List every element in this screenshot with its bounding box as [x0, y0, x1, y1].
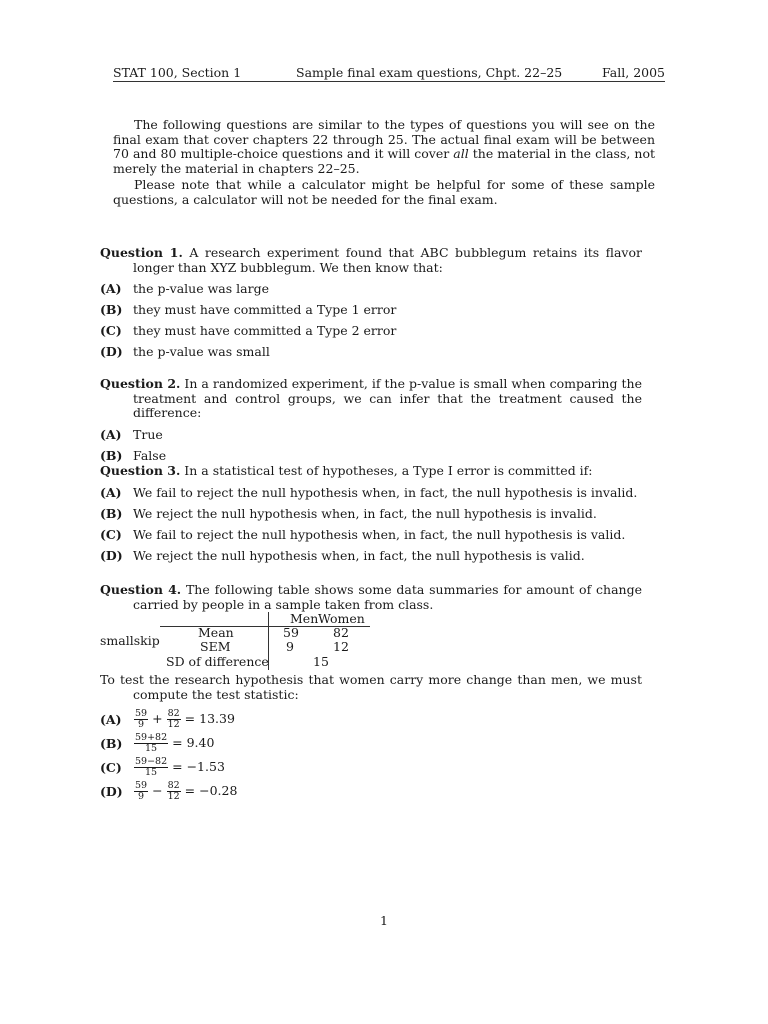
formula-4b: $\frac{59+82}{15}$ = 9.40 [135, 732, 215, 754]
question-1 [100, 246, 642, 366]
question-3-stem: Question 3. In a statistical test of hypotheses, a Type I error is committed if: [100, 463, 593, 478]
question-4-choices [100, 708, 642, 809]
formula-4c: $\frac{59-82}{15}$ = −1.53 [135, 756, 225, 778]
question-4-label: Question 4. [100, 582, 182, 597]
fraction: $\frac{59+82}{15}$ [135, 732, 168, 754]
choice-1d: (D) the p-value was small [100, 344, 270, 359]
running-header [113, 66, 665, 82]
question-3-choices [100, 486, 642, 570]
intro-section [113, 118, 655, 207]
choice-3c: (C) We fail to reject the null hypothesis when, in fact, the null hypothesis is valid. [100, 526, 626, 542]
row-label-sd-difference: SD of difference [166, 654, 269, 669]
cell-sd-difference: 15 [313, 654, 329, 669]
fraction: $\frac{82}{12}$ [167, 780, 180, 802]
row-label-sem: SEM [200, 639, 231, 654]
choice-4d: (D) $\frac{59}{9}$ − $\frac{82}{12}$ = −0.28 [100, 785, 642, 809]
fraction: $\frac{59}{9}$ [135, 780, 148, 802]
question-1-choices [100, 282, 642, 366]
course-title: STAT 100, Section 1 [113, 65, 242, 80]
document-title: Sample final exam questions, Chpt. 22–25 [296, 65, 563, 80]
page-number: 1 [380, 913, 388, 928]
question-1-stem: Question 1. A research experiment found that ABC bubblegum retains its flavor longer than XYZ bubblegum. We then know that: [100, 245, 642, 275]
question-3 [100, 464, 642, 570]
emphasis-all: all [453, 146, 469, 161]
row-group-label: smallskip [100, 633, 160, 648]
choice-4a: (A) $\frac{59}{9}$ + $\frac{82}{12}$ = 13.39 [100, 713, 642, 737]
column-header-women: Women [318, 611, 365, 626]
cell-sem-men: 9 [286, 639, 294, 654]
data-table [100, 612, 380, 672]
question-2-label: Question 2. [100, 376, 181, 391]
cell-mean-men: 59 [283, 625, 299, 640]
question-4-stem: Question 4. The following table shows some data summaries for amount of change carried by people in a sample taken from class. [100, 582, 642, 612]
question-4-instruction: To test the research hypothesis that women carry more change than men, we must compute the test statistic: [100, 672, 642, 702]
choice-1a: (A) the p-value was large [100, 281, 269, 296]
formula-4a: $\frac{59}{9}$ + $\frac{82}{12}$ = 13.39 [135, 708, 235, 730]
cell-mean-women: 82 [333, 625, 349, 640]
question-3-label: Question 3. [100, 463, 181, 478]
question-4-follow-up [100, 673, 642, 702]
choice-4b: (B) $\frac{59+82}{15}$ = 9.40 [100, 737, 642, 761]
question-1-label: Question 1. [100, 245, 183, 260]
choice-3b: (B) We reject the null hypothesis when, in fact, the null hypothesis is invalid. [100, 505, 597, 521]
fraction: $\frac{82}{12}$ [167, 708, 180, 730]
fraction: $\frac{59-82}{15}$ [135, 756, 168, 778]
question-4 [100, 583, 642, 612]
column-header-men: Men [290, 611, 319, 626]
term-label: Fall, 2005 [601, 65, 665, 80]
intro-paragraph-2: Please note that while a calculator might be helpful for some of these sample questions, a calculator will not be needed for the final exam. [113, 177, 655, 207]
formula-4d: $\frac{59}{9}$ − $\frac{82}{12}$ = −0.28 [135, 780, 238, 802]
question-2-stem: Question 2. In a randomized experiment, if the p-value is small when comparing the treatment and control groups, we can infer that the treatment caused the difference: [100, 376, 642, 420]
cell-sem-women: 12 [333, 639, 349, 654]
choice-3d: (D) We reject the null hypothesis when, in fact, the null hypothesis is valid. [100, 547, 585, 563]
question-2 [100, 377, 642, 470]
choice-3a: (A) We fail to reject the null hypothesis when, in fact, the null hypothesis is invalid. [100, 484, 638, 500]
intro-paragraph-1: The following questions are similar to the types of questions you will see on the final exam that cover chapters 22 through 25. The actual final exam will be between 70 and 80 multiple-choice questions and it will cover all the material in the class, not merely the material in chapters 22–25. [113, 117, 655, 176]
row-label-mean: Mean [198, 625, 234, 640]
choice-2a: (A) True [100, 426, 163, 442]
choice-2b: (B) False [100, 447, 167, 463]
header-rule [113, 81, 665, 82]
choice-1b: (B) they must have committed a Type 1 error [100, 302, 397, 317]
choice-1c: (C) they must have committed a Type 2 error [100, 323, 397, 338]
choice-4c: (C) $\frac{59-82}{15}$ = −1.53 [100, 761, 642, 785]
fraction: $\frac{59}{9}$ [135, 708, 148, 730]
